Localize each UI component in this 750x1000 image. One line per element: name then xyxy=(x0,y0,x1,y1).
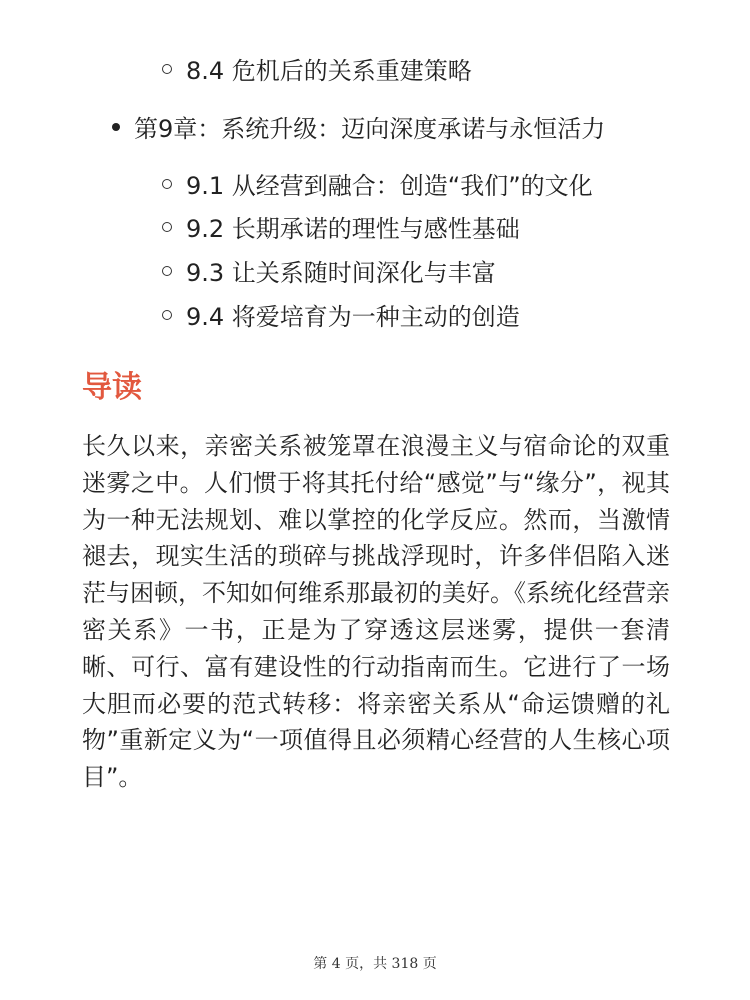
toc-item-9-1 xyxy=(162,170,593,202)
hollow-bullet-icon xyxy=(162,64,172,74)
hollow-bullet-icon xyxy=(162,266,172,276)
hollow-bullet-icon xyxy=(162,310,172,320)
section-heading: 导读 xyxy=(82,370,142,405)
toc-item-9-2 xyxy=(162,213,520,245)
hollow-bullet-icon xyxy=(162,222,172,232)
toc-item-9-3 xyxy=(162,257,496,289)
filled-bullet-icon xyxy=(112,123,120,131)
toc-item-label: 9.3 让关系随时间深化与丰富 xyxy=(186,259,496,287)
toc-item-label: 8.4 危机后的关系重建策略 xyxy=(186,57,472,85)
toc-item-chapter-9 xyxy=(112,113,605,145)
toc-item-8-4 xyxy=(162,55,472,87)
toc-item-label: 9.4 将爱培育为一种主动的创造 xyxy=(186,303,520,331)
toc-item-9-4 xyxy=(162,301,520,333)
page-number: 第 4 页，共 318 页 xyxy=(313,956,437,972)
hollow-bullet-icon xyxy=(162,179,172,189)
toc-item-label: 9.1 从经营到融合：创造“我们”的文化 xyxy=(186,172,593,200)
toc-item-label: 9.2 长期承诺的理性与感性基础 xyxy=(186,215,520,243)
intro-paragraph: 长久以来，亲密关系被笼罩在浪漫主义与宿命论的双重迷雾之中。人们惯于将其托付给“感觉”与“缘分”，视其为一种无法规划、难以掌控的化学反应。然而，当激情褪去，现实生活的琐碎与挑战浮现时，许多伴侣陷入迷茫与困顿，不知如何维系那最初的美好。《系统化经营亲密关系》一书，正是为了穿透这层迷雾，提供一套清晰、可行、富有建设性的行动指南而生。它进行了一场大胆而必要的范式转移：将亲密关系从“命运馈赠的礼物”重新定义为“一项值得且必须精心经营的人生核心项目”。 xyxy=(82,432,670,792)
toc-item-label: 第9章：系统升级：迈向深度承诺与永恒活力 xyxy=(134,115,606,143)
